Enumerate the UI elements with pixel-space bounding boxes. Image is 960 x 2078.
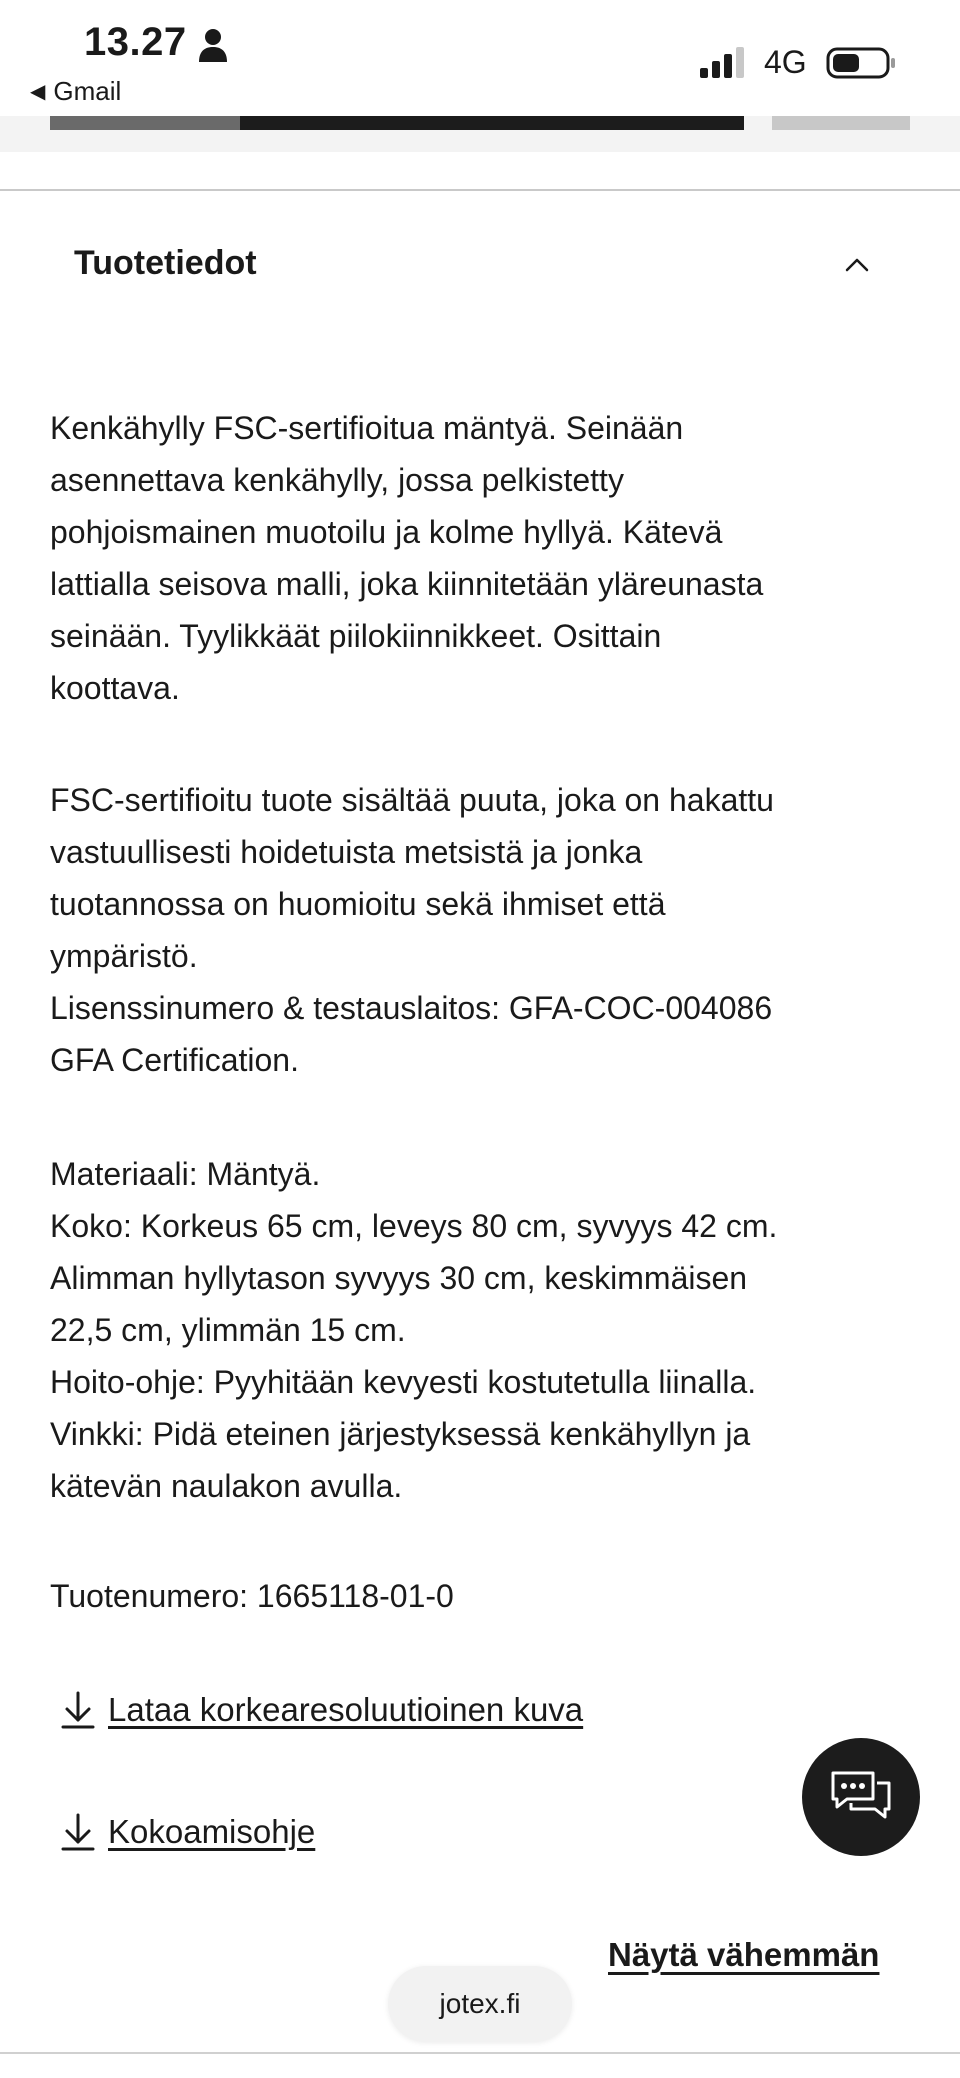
browser-url-pill[interactable] bbox=[388, 1966, 572, 2042]
chevron-up-icon[interactable] bbox=[840, 248, 874, 282]
description-paragraph-2 bbox=[50, 774, 920, 1086]
description-line: Hoito-ohje: Pyyhitään kevyesti kostutetulla liinalla. bbox=[50, 1364, 757, 1400]
assembly-instructions-label[interactable]: Kokoamisohje bbox=[108, 1813, 316, 1850]
accordion-title: Tuotetiedot bbox=[74, 244, 257, 282]
description-line: Lisenssinumero & testauslaitos: GFA-COC-004086 bbox=[50, 990, 773, 1026]
url-text: jotex.fi bbox=[439, 1988, 521, 2019]
product-number bbox=[50, 1570, 920, 1622]
description-line: Materiaali: Mäntyä. bbox=[50, 1156, 321, 1192]
person-icon bbox=[198, 28, 228, 62]
description-line: 22,5 cm, ylimmän 15 cm. bbox=[50, 1312, 406, 1348]
download-icon bbox=[60, 1812, 96, 1852]
battery-icon bbox=[826, 46, 896, 80]
status-time: 13.27 bbox=[84, 20, 187, 64]
description-line: Koko: Korkeus 65 cm, leveys 80 cm, syvyys 42 cm. bbox=[50, 1208, 778, 1244]
status-bar bbox=[0, 0, 960, 116]
assembly-instructions-link[interactable] bbox=[60, 1812, 315, 1852]
previous-content-left bbox=[50, 116, 240, 130]
chat-bubbles-icon bbox=[829, 1769, 893, 1825]
download-image-link[interactable] bbox=[60, 1690, 583, 1730]
download-image-label[interactable]: Lataa korkearesoluutioinen kuva bbox=[108, 1691, 584, 1728]
product-number-text: Tuotenumero: 1665118-01-0 bbox=[50, 1578, 454, 1614]
description-line: tuotannossa on huomioitu sekä ihmiset että bbox=[50, 886, 666, 922]
signal-icon bbox=[700, 46, 750, 80]
back-app-label: Gmail bbox=[53, 76, 122, 106]
description-paragraph-3 bbox=[50, 1148, 920, 1512]
description-line: seinään. Tyylikkäät piilokiinnikkeet. Osittain bbox=[50, 618, 662, 654]
description-line: asennettava kenkähylly, jossa pelkistetty bbox=[50, 462, 624, 498]
description-line: lattialla seisova malli, joka kiinnitetään yläreunasta bbox=[50, 566, 764, 602]
description-paragraph-1 bbox=[50, 402, 920, 714]
description-line: kätevän naulakon avulla. bbox=[50, 1468, 403, 1504]
description-line: GFA Certification. bbox=[50, 1042, 299, 1078]
back-arrow-icon: ◀ bbox=[30, 81, 46, 103]
network-type: 4G bbox=[764, 44, 807, 80]
description-line: Kenkähylly FSC-sertifioitua mäntyä. Seinään bbox=[50, 410, 684, 446]
previous-content-right bbox=[772, 116, 910, 130]
divider bbox=[0, 2052, 960, 2054]
divider bbox=[0, 189, 960, 191]
description-line: ympäristö. bbox=[50, 938, 198, 974]
previous-content-button[interactable] bbox=[240, 116, 744, 130]
description-line: Alimman hyllytason syvyys 30 cm, keskimmäisen bbox=[50, 1260, 748, 1296]
download-icon bbox=[60, 1690, 96, 1730]
back-to-app-button[interactable] bbox=[30, 76, 121, 107]
chat-button[interactable] bbox=[802, 1738, 920, 1856]
show-less-link[interactable]: Näytä vähemmän bbox=[608, 1936, 880, 1973]
description-line: Vinkki: Pidä eteinen järjestyksessä kenkähyllyn ja bbox=[50, 1416, 751, 1452]
product-details-accordion-header[interactable] bbox=[0, 192, 960, 342]
description-line: vastuullisesti hoidetuista metsistä ja jonka bbox=[50, 834, 643, 870]
description-line: pohjoismainen muotoilu ja kolme hyllyä. Kätevä bbox=[50, 514, 723, 550]
description-line: FSC-sertifioitu tuote sisältää puuta, joka on hakattu bbox=[50, 782, 774, 818]
description-line: koottava. bbox=[50, 670, 180, 706]
